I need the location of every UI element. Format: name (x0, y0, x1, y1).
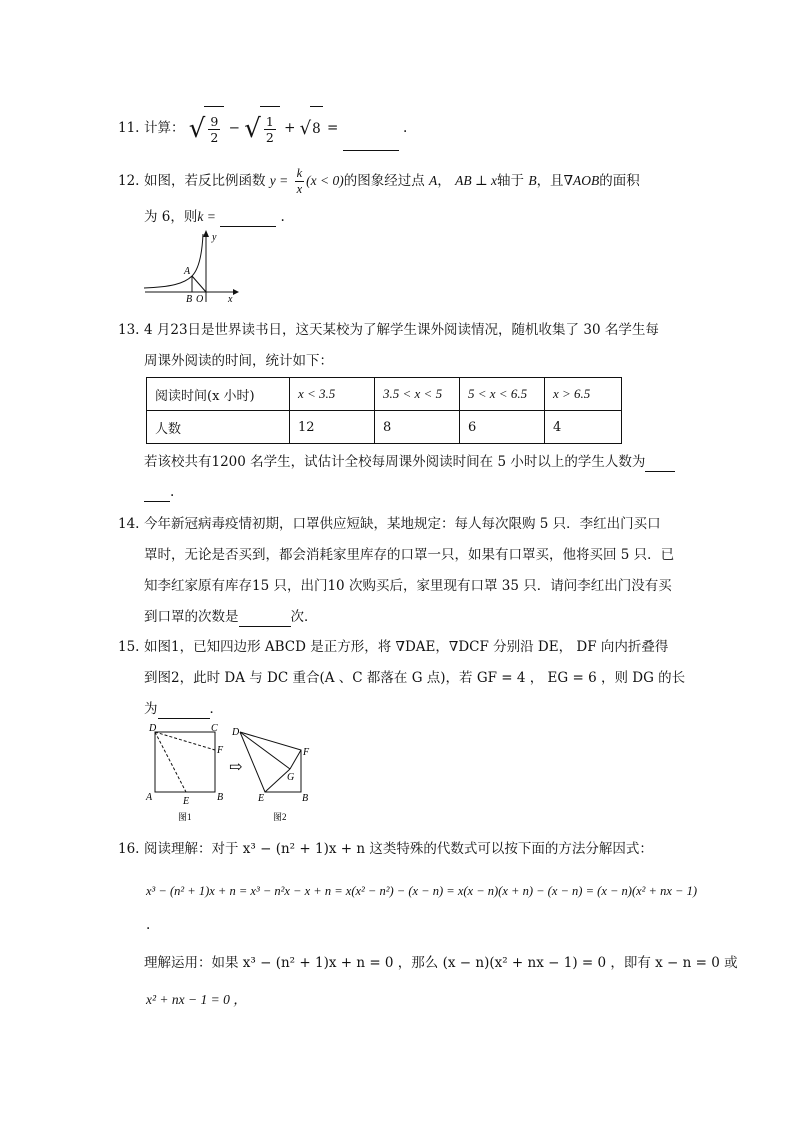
q12-number: 12. (118, 173, 140, 189)
q12-domain: (x < 0) (306, 173, 344, 188)
q12-text-c: 轴于 (497, 173, 525, 189)
q12-func-lhs: y = (269, 173, 289, 188)
q12-text-e: 的面积 (599, 173, 640, 189)
q15-fig1-label-f: F (217, 745, 224, 756)
q13-cell-0-4: x > 6.5 (545, 378, 622, 411)
q14-line-4-b: 次． (290, 609, 318, 625)
q12-line2-a: 为 (144, 209, 158, 225)
q13-cell-0-1: x < 3.5 (290, 378, 375, 411)
q15-line-3-a: 为 (144, 701, 158, 717)
q12-perp: AB ⊥ x (455, 173, 498, 188)
q15-fig1-label-c: C (211, 723, 218, 734)
q15-arrow-icon: ⇨ (229, 759, 243, 776)
q11-sqrt-3: √ 8 (300, 106, 323, 151)
q15-fig1-label-b: B (217, 792, 224, 803)
q12-label-y: y (212, 232, 217, 243)
q12-y-arrow-icon (203, 230, 209, 237)
q15-fig1-caption: 图1 (178, 812, 192, 822)
q15-fig1-fold-de (155, 732, 186, 792)
q13-cell-1-4: 4 (545, 411, 622, 444)
q12-line2-end: . (280, 209, 285, 225)
q14-line-4 (144, 607, 318, 627)
q11-answer-blank[interactable] (343, 136, 399, 151)
q13-line-4 (144, 482, 174, 502)
q11-equals: = (327, 120, 339, 136)
q13-cell-1-3: 6 (460, 411, 545, 444)
q11-label: 计算： (144, 120, 185, 136)
q12-frac-den: x (296, 182, 303, 196)
q12-text-d: ，且 (536, 173, 564, 189)
q12-point-b: B (528, 173, 537, 188)
q13-cell-1-2: 8 (375, 411, 460, 444)
q12-hyperbola (144, 234, 203, 288)
q11-frac1-num: 9 (210, 114, 219, 129)
q13-cell-0-2: 3.5 < x < 5 (375, 378, 460, 411)
q12-label-a: A (184, 266, 191, 277)
q15-fig2-label-f: F (303, 747, 310, 758)
q12-line2-num: 6 (161, 209, 171, 225)
q13-table (146, 377, 622, 444)
q15-fig2-label-b: B (302, 793, 309, 804)
q11-frac2-den: 2 (265, 130, 274, 145)
q13-line-4-end: . (170, 484, 175, 500)
q12-label-o: O (196, 294, 204, 305)
q11-number: 11. (118, 120, 140, 136)
q15-fig1-label-e: E (183, 796, 190, 807)
q16-line-4: 理解运用：如果 x³ − (n² + 1)x + n = 0 ，那么 (x − n)(x² + nx − 1) = 0 ，即有 x − n = 0 或 (144, 955, 738, 971)
q13-line-2: 周课外阅读的时间，统计如下： (144, 353, 333, 369)
q13-table-row-data (147, 411, 622, 444)
q12-line-2 (144, 207, 285, 227)
q15-fig2-outline (240, 732, 301, 792)
q15-fig2-label-d: D (232, 727, 240, 738)
q13-cell-1-0: 人数 (147, 411, 290, 444)
q12-triangle: ∇AOB (563, 173, 600, 188)
q15-number: 15. (118, 639, 140, 655)
q12-answer-blank[interactable] (220, 212, 276, 227)
q12-graph (140, 228, 240, 306)
q11-minus: − (228, 120, 240, 136)
q14-line-4-a: 到口罩的次数是 (144, 609, 239, 625)
q16-line-3: . (146, 917, 151, 933)
q13-number: 13. (118, 322, 140, 338)
q13-answer-blank-2[interactable] (144, 487, 170, 502)
q16-number: 16. (118, 841, 140, 857)
q15-fig1-label-a: A (146, 792, 153, 803)
q12-label-b: B (186, 294, 193, 305)
q15-line-2: 到图2，此时 DA 与 DC 重合(A 、C 都落在 G 点)，若 GF = 4 ， EG = 6 ，则 DG 的长 (144, 670, 686, 686)
q11-end: . (402, 120, 408, 136)
q13-line-3-text: 若该校共有1200 名学生，试估计全校每周课外阅读时间在 5 小时以上的学生人数为 (144, 454, 646, 470)
q13-answer-blank-1[interactable] (645, 457, 675, 472)
q15-fig2-label-e: E (258, 793, 265, 804)
q12-line-1 (144, 160, 640, 202)
q13-cell-0-3: 5 < x < 6.5 (460, 378, 545, 411)
q12-comma: ， (437, 173, 451, 189)
q13-cell-1-1: 12 (290, 411, 375, 444)
q11-rad3: 8 (310, 106, 323, 151)
q12-x-arrow-icon (233, 289, 239, 295)
q14-answer-blank[interactable] (239, 612, 291, 627)
q12-line2-b: ，则 (170, 209, 198, 225)
q11-expression (144, 106, 407, 151)
q13-line-3 (144, 452, 675, 472)
q15-fig1-label-d: D (149, 723, 157, 734)
q16-line-2: x³ − (n² + 1)x + n = x³ − n²x − x + n = x(x² − n²) − (x − n) = x(x − n)(x + n) − (x − n) = (x − n)(x² + nx − 1) (146, 884, 698, 898)
q15-line-3 (144, 699, 223, 719)
q11-plus: + (284, 120, 296, 136)
q15-line-1: 如图1，已知四边形 ABCD 是正方形，将 ∇DAE，∇DCF 分别沿 DE， DF 向内折叠得 (144, 639, 669, 655)
q14-line-3: 知李红家原有库存15 只，出门10 次购买后，家里现有口罩 35 只．请问李红出门没有买 (144, 578, 672, 594)
q16-line-5: x² + nx − 1 = 0 ， (146, 992, 247, 1007)
q15-line-3-end: ． (209, 701, 223, 717)
q12-label-x: x (228, 294, 233, 305)
q15-fig2-line-fg (290, 750, 301, 769)
q12-point-a: A (429, 173, 438, 188)
q15-answer-blank[interactable] (158, 704, 210, 719)
q14-line-2: 罩时，无论是否买到，都会消耗家里库存的口罩一只，如果有口罩买，他将买回 5 只．已 (144, 547, 675, 563)
q13-table-row-header (147, 378, 622, 411)
q12-text-a: 如图，若反比例函数 (144, 173, 266, 189)
q15-figures (140, 722, 330, 826)
q12-segment-ao (192, 276, 206, 292)
q11-sqrt-1: √ $\frac{9}{2}$ (189, 106, 225, 151)
q14-number: 14. (118, 516, 140, 532)
q12-frac-num: k (296, 166, 303, 180)
q15-fig2-caption: 图2 (273, 812, 287, 822)
q12-text-b: 的图象经过点 (343, 173, 425, 189)
q15-fig1-fold-df (155, 732, 215, 750)
q14-line-1: 今年新冠病毒疫情初期，口罩供应短缺，某地规定：每人每次限购 5 只．李红出门买口 (144, 516, 661, 532)
q16-line-1: 阅读理解：对于 x³ − (n² + 1)x + n 这类特殊的代数式可以按下面的方法分解因式： (144, 841, 653, 857)
q12-line2-k: k = (197, 209, 216, 224)
q13-cell-0-0: 阅读时间(x 小时) (147, 378, 290, 411)
q15-fig2-label-g: G (287, 772, 295, 783)
q13-line-1: 4 月23日是世界读书日，这天某校为了解学生课外阅读情况，随机收集了 30 名学生每 (144, 322, 659, 338)
q11-frac2-num: 1 (265, 114, 274, 129)
q11-frac1-den: 2 (210, 130, 219, 145)
q11-sqrt-2: √ $\frac{1}{2}$ (244, 106, 280, 151)
